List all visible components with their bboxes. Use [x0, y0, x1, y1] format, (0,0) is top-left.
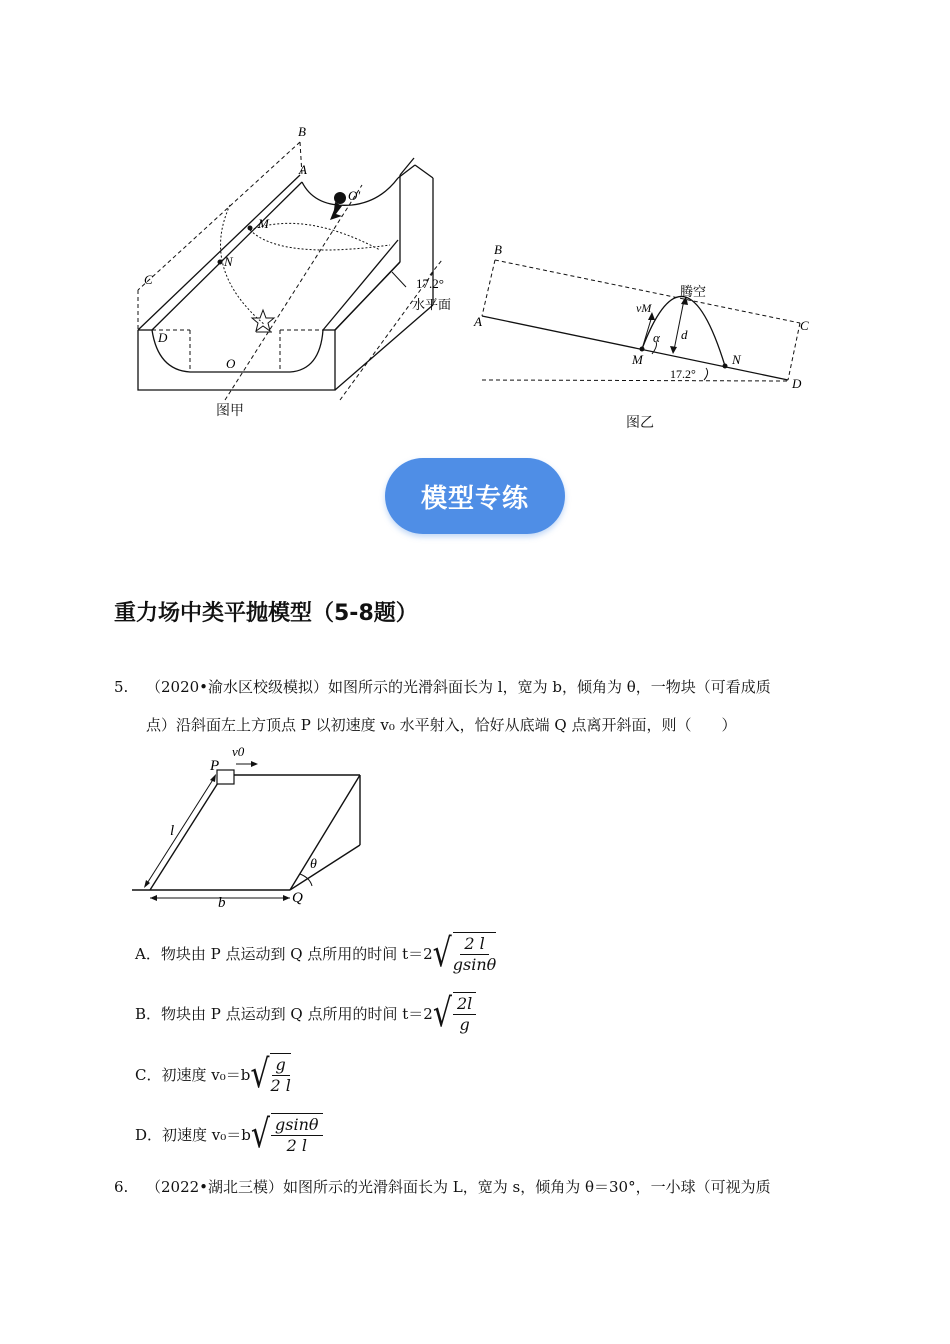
yi-label-A: A: [474, 314, 482, 329]
label-N: N: [224, 254, 233, 269]
option-c[interactable]: [135, 1053, 291, 1096]
label-O: O: [226, 356, 236, 371]
option-b-denominator: g: [459, 1015, 470, 1034]
label-A: A: [299, 162, 307, 177]
question-5-figure: [128, 740, 368, 912]
question-5-line1: （2020•渝水区校级模拟）如图所示的光滑斜面长为 l，宽为 b，倾角为 θ，一物块（可看成质: [146, 678, 771, 696]
yi-label-tengkong: 腾空: [680, 284, 707, 299]
label-O-prime: O′: [348, 188, 361, 203]
option-a-radical: √ $\frac{2 l}{gsin\theta}$: [432, 930, 497, 977]
option-d-text: D．初速度 v₀＝b: [135, 1126, 251, 1144]
option-d-numerator: gsinθ: [271, 1115, 323, 1136]
yi-label-D: D: [792, 376, 802, 391]
section-title: 重力场中类平抛模型（5-8题）: [114, 601, 418, 626]
question-5-number: 5.: [114, 678, 129, 696]
caption-jia: 图甲: [216, 403, 244, 419]
option-b-text: B．物块由 P 点运动到 Q 点所用的时间 t＝2: [135, 1005, 433, 1023]
option-c-numerator: g: [272, 1055, 290, 1076]
fig5-label-theta: θ: [310, 857, 317, 872]
option-c-denominator: 2 l: [270, 1076, 291, 1095]
label-horizontal: 水平面: [412, 297, 452, 312]
question-6-number: 6.: [114, 1178, 129, 1196]
fig5-label-b: b: [218, 895, 226, 911]
yi-label-angle: 17.2°: [670, 367, 696, 381]
model-practice-banner: 模型专练: [385, 458, 565, 534]
fig5-label-P: P: [210, 758, 220, 774]
fig5-label-Q: Q: [292, 890, 303, 906]
option-b-radical: √ $\frac{2l}{g}$: [433, 992, 476, 1035]
option-c-radical: √ $\frac{g}{2 l}$: [250, 1051, 291, 1098]
option-b-numerator: 2l: [453, 994, 476, 1015]
yi-label-alpha: α: [653, 330, 660, 345]
fig5-label-v0: v0: [232, 744, 245, 759]
figure-yi: [470, 238, 820, 398]
option-a[interactable]: [135, 932, 496, 975]
label-B: B: [298, 124, 306, 139]
label-D: D: [158, 330, 168, 345]
option-a-numerator: 2 l: [460, 934, 488, 955]
option-d[interactable]: [135, 1113, 323, 1156]
label-angle: 17.2°: [416, 276, 444, 291]
yi-label-C: C: [800, 318, 809, 333]
figure-jia: [130, 120, 470, 420]
option-b[interactable]: [135, 992, 476, 1035]
yi-label-N: N: [732, 352, 741, 367]
fig5-label-l: l: [170, 823, 175, 839]
question-6-line1: （2022•湖北三模）如图所示的光滑斜面长为 L，宽为 s，倾角为 θ＝30°，一小球（可视为质: [146, 1178, 771, 1196]
yi-label-vM: vM: [636, 301, 652, 315]
yi-label-B: B: [494, 242, 502, 257]
yi-label-d: d: [681, 327, 688, 342]
caption-yi: 图乙: [626, 415, 654, 431]
question-5-line2: 点）沿斜面左上方顶点 P 以初速度 v₀ 水平射入，恰好从底端 Q 点离开斜面，则（ ）: [146, 716, 737, 734]
option-a-denominator: gsinθ: [452, 955, 497, 974]
option-a-text: A．物块由 P 点运动到 Q 点所用的时间 t＝2: [135, 945, 433, 963]
option-d-denominator: 2 l: [286, 1136, 307, 1155]
option-d-radical: √ $\frac{gsin\theta}{2 l}$: [251, 1113, 323, 1156]
label-M: M: [258, 216, 269, 231]
yi-label-M: M: [632, 352, 643, 367]
option-c-text: C．初速度 v₀＝b: [135, 1066, 251, 1084]
label-C: C: [144, 272, 153, 287]
